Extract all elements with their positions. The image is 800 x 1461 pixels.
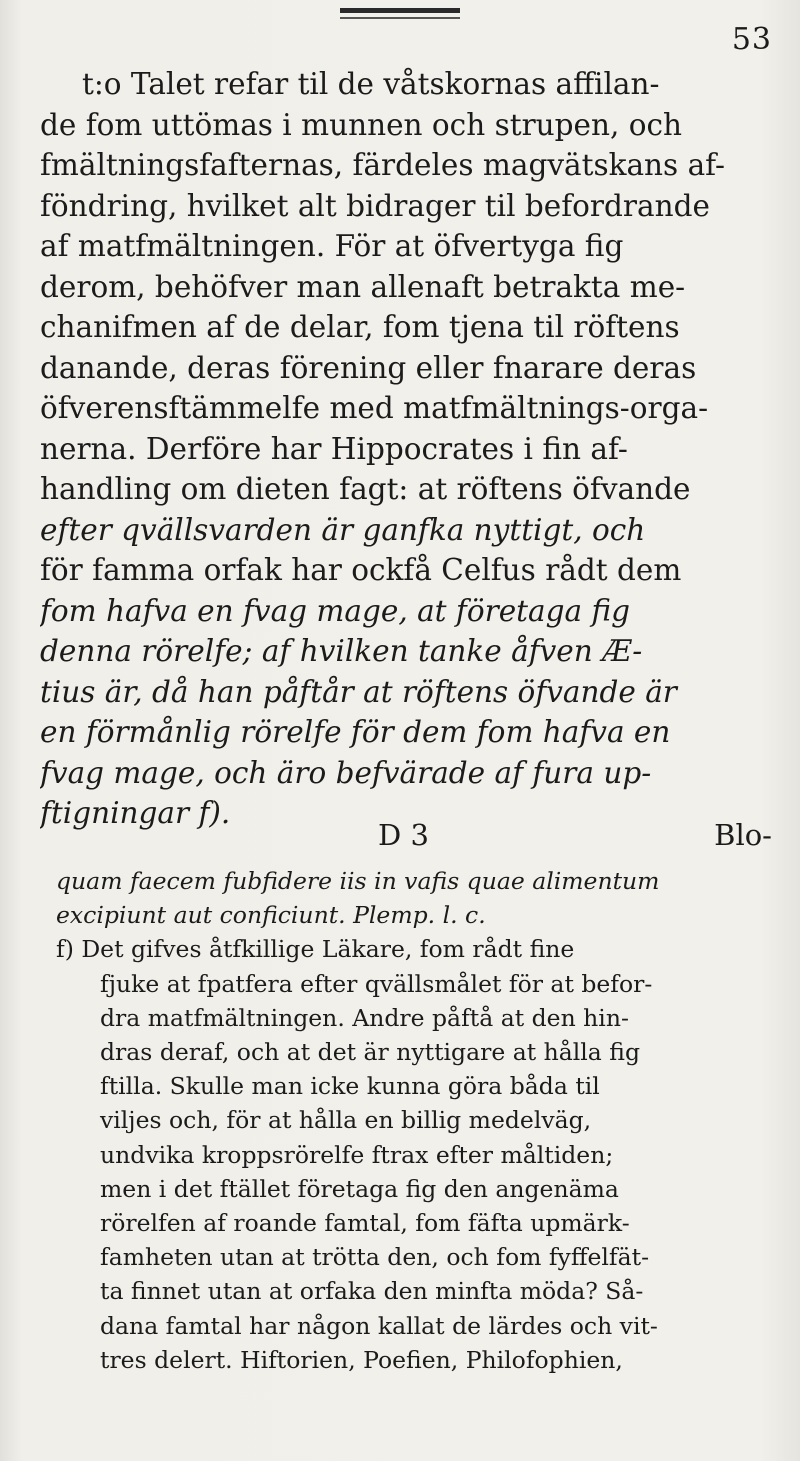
text-line: nerna. Derföre har Hippocrates i fin af- — [40, 431, 628, 466]
footnote-line: rörelfen af roande famtal, fom fäfta upmärk- — [100, 1209, 630, 1238]
footnote-line: ta finnet utan at orfaka den minfta möda? Så- — [100, 1277, 644, 1306]
footnote-line: dras deraf, och at det är nyttigare at hålla fig — [100, 1038, 641, 1067]
footnotes-block — [40, 864, 780, 1377]
footnote-line: quam faecem fubfidere iis in vafis quae alimentum — [56, 867, 660, 895]
text-line: efter qvällsvarden är ganfka nyttigt, och — [40, 512, 646, 547]
footnote-line: excipiunt aut conficiunt. Plemp. l. c. — [56, 901, 486, 930]
text-line: ftigningar f). — [40, 796, 231, 830]
footnote-line: viljes och, för at hålla en billig medelväg, — [100, 1106, 592, 1135]
text-line: denna rörelfe; af hvilken tanke åfven Æ- — [40, 634, 643, 668]
page-number: 53 — [731, 22, 772, 57]
header-ornament-rule — [340, 8, 460, 13]
footnote-line: fjuke at fpatfera efter qvällsmålet för at befor- — [100, 969, 653, 998]
text-line: af matfmältningen. För at öfvertyga fig — [40, 229, 624, 263]
footnote-line: undvika kroppsrörelfe ftrax efter måltiden; — [100, 1140, 614, 1169]
text-line: en förmånlig rörelfe för dem fom hafva en — [40, 715, 671, 749]
text-line: fmältningsfafternas, färdeles magvätskans af- — [40, 148, 725, 182]
footnote-line: dra matfmältningen. Andre påftå at den hin- — [100, 1003, 629, 1032]
text-line: fom hafva en fvag mage, at företaga fig — [40, 593, 630, 628]
signature-mark: D 3 — [378, 818, 429, 852]
text-line: danande, deras förening eller fnarare deras — [40, 350, 697, 385]
text-line: de fom uttömas i munnen och strupen, och — [40, 107, 683, 142]
catchword: Blo- — [714, 818, 772, 852]
text-line: föndring, hvilket alt bidrager til befordrande — [40, 188, 710, 223]
text-line: t:o Talet refar til de våtskornas affilan- — [82, 67, 660, 101]
catchline — [40, 818, 780, 858]
text-line: tius är, då han påftår at röftens öfvande är — [40, 674, 677, 709]
text-line: fvag mage, och äro befvärade af fura up- — [40, 755, 652, 790]
footnote-line: f) Det gifves åtfkillige Läkare, fom rådt fine — [56, 935, 575, 964]
footnote-line: tres delert. Hiftorien, Poefien, Philofophien, — [100, 1345, 623, 1374]
text-line: öfverensftämmelfe med matfmältnings-orga- — [40, 391, 709, 425]
footnote-line: men i det ftället företaga fig den angenäma — [100, 1174, 619, 1203]
text-line: för famma orfak har ockfå Celfus rådt dem — [40, 553, 682, 587]
footnote-line: dana famtal har någon kallat de lärdes och vit- — [100, 1311, 658, 1340]
text-line: chanifmen af de delar, fom tjena til röftens — [40, 310, 680, 344]
text-line: handling om dieten fagt: at röftens öfvande — [40, 472, 691, 506]
text-line: derom, behöfver man allenaft betrakta me- — [40, 269, 686, 304]
footnote-line: famheten utan at trötta den, och fom fyffelfät- — [100, 1243, 650, 1272]
header-ornament-rule-thin — [340, 17, 460, 19]
main-text-block — [40, 64, 780, 834]
footnote-line: ftilla. Skulle man icke kunna göra båda til — [100, 1072, 600, 1101]
